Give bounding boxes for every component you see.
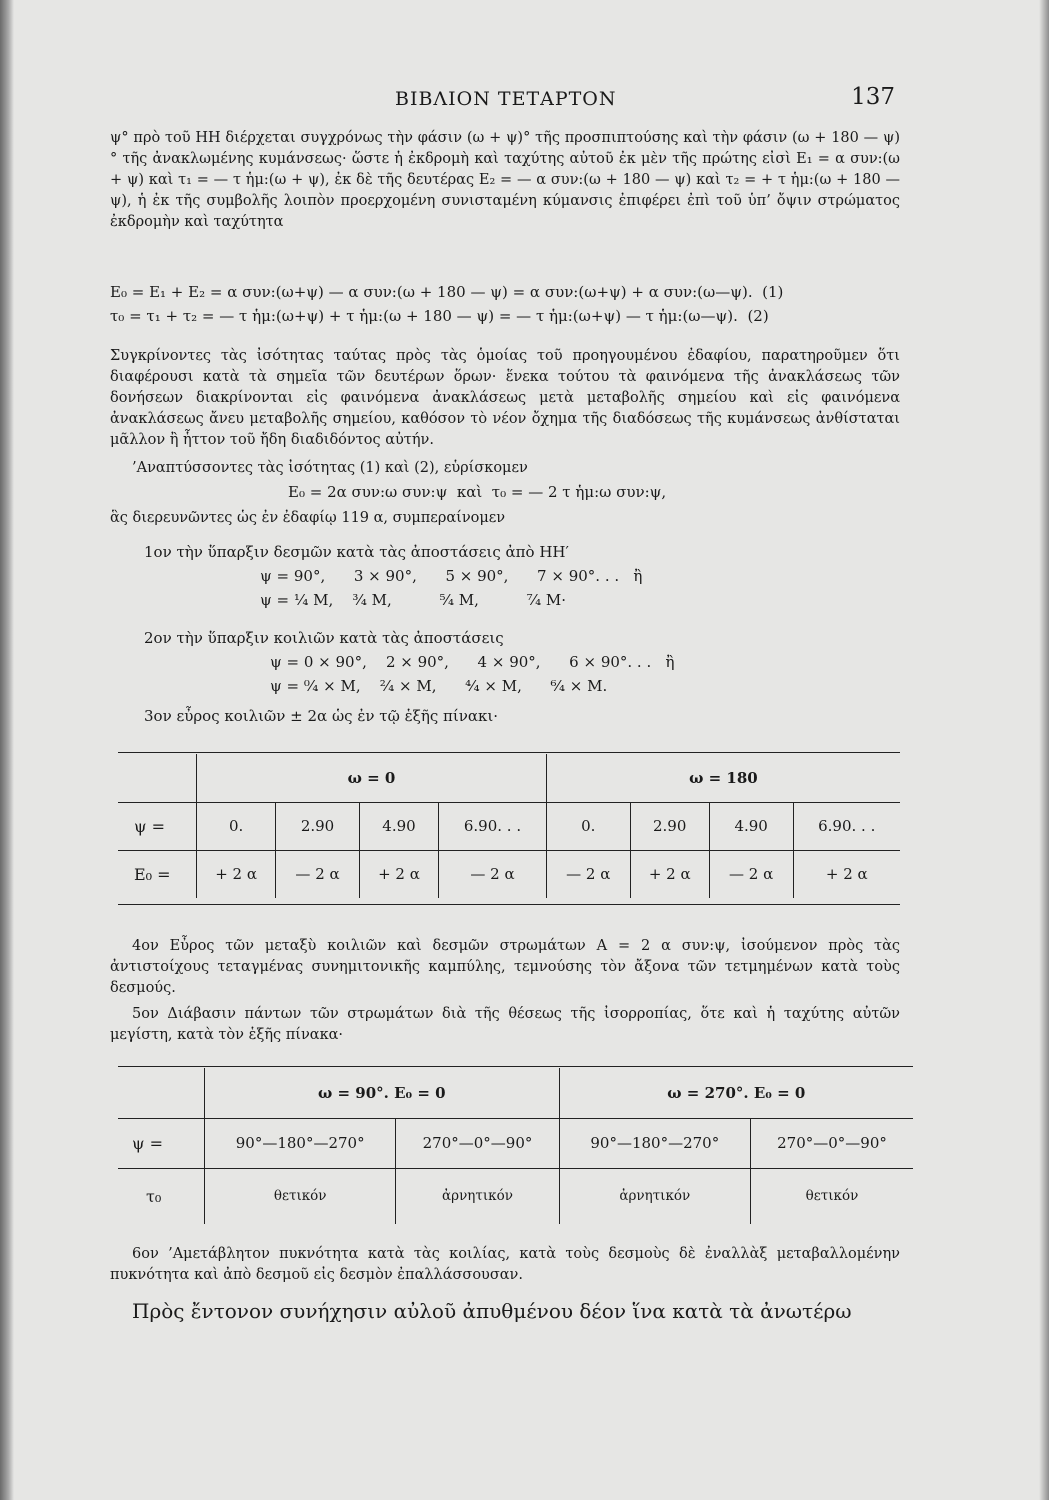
- table-2-psi-label: ψ =: [118, 1118, 205, 1168]
- equation-2-text: τ₀ = τ₁ + τ₂ = — τ ἡμ:(ω+ψ) + τ ἡμ:(ω + 180 — ψ) = — τ ἡμ:(ω+ψ) — τ ἡμ:(ω—ψ). (2): [110, 307, 769, 325]
- table-1-corner: [118, 754, 197, 802]
- table-1-cell: 2.90: [276, 802, 360, 850]
- table-1-top-rule: [118, 752, 900, 753]
- table-2-t-label: τ₀: [118, 1168, 205, 1224]
- equation-1-text: E₀ = E₁ + E₂ = α συν:(ω+ψ) — α συν:(ω + 180 — ψ) = α συν:(ω+ψ) + α συν:(ω—ψ). (1): [110, 283, 784, 301]
- table-1-bottom-rule: [118, 904, 900, 905]
- table-1-psi-row: [118, 802, 900, 850]
- table-1-header-row: [118, 754, 900, 802]
- table-2-cell: 90°—180°—270°: [559, 1118, 750, 1168]
- table-2: [118, 1068, 913, 1224]
- table-1-cell: + 2 α: [793, 850, 900, 898]
- table-2-cell: 270°—0°—90°: [750, 1118, 913, 1168]
- table-2-group-b: ω = 270°. E₀ = 0: [559, 1068, 913, 1118]
- conclusion-4-text: 4ον Εὖρος τῶν μεταξὺ κοιλιῶν καὶ δεσμῶν στρωμάτων A = 2 α συν:ψ, ἰσούμενον πρὸς τὰς ἀντιστοίχους τεταγμένας συνημιτονικῆς καμπύλης, τεμνούσης τὸν ἄξονα τῶν τετμημένων κατὰ τοὺς δεσμούς.: [110, 938, 900, 996]
- page-edge-shadow: [1039, 0, 1049, 1500]
- equation-3-text: E₀ = 2α συν:ω συν:ψ καὶ τ₀ = — 2 τ ἡμ:ω συν:ψ,: [288, 483, 667, 501]
- table-1-cell: + 2 α: [197, 850, 276, 898]
- paragraph-4: [110, 508, 900, 529]
- table-1-group-a: ω = 0: [197, 754, 547, 802]
- conclusion-5-text: 5ον Διάβασιν πάντων τῶν στρωμάτων διὰ τῆς θέσεως τῆς ἰσορροπίας, ὅτε καὶ ἡ ταχύτης αὐτῶν μεγίστη, κατὰ τὸν ἑξῆς πίνακα·: [110, 1006, 900, 1043]
- paragraph-3-text: ’Αναπτύσσοντες τὰς ἰσότητας (1) καὶ (2), εὑρίσκομεν: [132, 460, 528, 476]
- conclusion-1-text: 1ον τὴν ὕπαρξιν δεσμῶν κατὰ τὰς ἀποστάσεις ἀπὸ ΗΗ′: [144, 543, 569, 561]
- conclusion-2-values-a: ψ = 0 × 90°, 2 × 90°, 4 × 90°, 6 × 90°. . . ἢ: [270, 653, 675, 671]
- conclusion-1-values-a: ψ = 90°, 3 × 90°, 5 × 90°, 7 × 90°. . . ἢ: [260, 567, 643, 585]
- table-2-cell: 90°—180°—270°: [205, 1118, 396, 1168]
- table-1-cell: 4.90: [709, 802, 793, 850]
- conclusion-4: [110, 936, 900, 999]
- conclusion-2-text: 2ον τὴν ὕπαρξιν κοιλιῶν κατὰ τὰς ἀποστάσεις: [144, 629, 504, 647]
- conclusion-6: [110, 1244, 900, 1286]
- paragraph-4-text: ἃς διερευνῶντες ὡς ἐν ἐδαφίῳ 119 α, συμπεραίνομεν: [110, 510, 506, 526]
- conclusion-3-text: 3ον εὖρος κοιλιῶν ± 2α ὡς ἐν τῷ ἑξῆς πίνακι·: [144, 707, 499, 725]
- table-2-cell: 270°—0°—90°: [396, 1118, 559, 1168]
- table-1-e-row: [118, 850, 900, 898]
- table-2-cell: θετικόν: [205, 1168, 396, 1224]
- table-1: [118, 754, 900, 898]
- table-1-group-b: ω = 180: [546, 754, 900, 802]
- table-1-cell: 6.90. . .: [439, 802, 547, 850]
- table-2-group-a: ω = 90°. E₀ = 0: [205, 1068, 560, 1118]
- running-head: ΒΙΒΛΙΟΝ ΤΕΤΑΡΤΟΝ: [395, 88, 617, 110]
- table-1-cell: 0.: [546, 802, 630, 850]
- paragraph-1: [110, 128, 900, 233]
- table-1-cell: — 2 α: [546, 850, 630, 898]
- conclusion-2-values-b: ψ = ⁰⁄₄ × M, ²⁄₄ × M, ⁴⁄₄ × M, ⁶⁄₄ × M.: [270, 677, 608, 695]
- table-1-psi-label: ψ =: [118, 802, 197, 850]
- table-1-cell: 6.90. . .: [793, 802, 900, 850]
- table-2-header-row: [118, 1068, 913, 1118]
- paragraph-2: [110, 346, 900, 451]
- closing-line-text: Πρὸς ἔντονον συνήχησιν αὐλοῦ ἀπυθμένου δέον ἵνα κατὰ τὰ ἀνωτέρω: [132, 1299, 852, 1323]
- page-number: 137: [851, 84, 895, 110]
- table-2-cell: θετικόν: [750, 1168, 913, 1224]
- table-2-top-rule: [118, 1066, 913, 1067]
- table-2-psi-row: [118, 1118, 913, 1168]
- table-1-e-label: E₀ =: [118, 850, 197, 898]
- table-2-cell: ἀρνητικόν: [559, 1168, 750, 1224]
- conclusion-1-values-b: ψ = ¹⁄₄ M, ³⁄₄ M, ⁵⁄₄ M, ⁷⁄₄ M·: [260, 591, 567, 609]
- paragraph-1-text: ψ° πρὸ τοῦ ΗΗ διέρχεται συγχρόνως τὴν φάσιν (ω + ψ)° τῆς προσπιπτούσης καὶ τὴν φάσιν (ω + 180 — ψ)° τῆς ἀνακλωμένης κυμάνσεως· ὥστε ἡ ἐκδρομὴ καὶ ταχύτης αὐτοῦ ἐκ μὲν τῆς πρώτης εἰσὶ E₁ = α συν:(ω + ψ) καὶ τ₁ = — τ ἡμ:(ω + ψ), ἐκ δὲ τῆς δευτέρας E₂ = — α συν:(ω + 180 — ψ) καὶ τ₂ = + τ ἡμ:(ω + 180 — ψ), ἡ ἐκ τῆς συμβολῆς λοιπὸν προερχομένη συνισταμένη κύμανσις ἐπιφέρει ἐπὶ τοῦ ὑπ’ ὄψιν στρώματος ἐκδρομὴν καὶ ταχύτητα: [110, 130, 900, 230]
- table-1-cell: — 2 α: [709, 850, 793, 898]
- table-1-cell: 2.90: [630, 802, 709, 850]
- paragraph-2-text: Συγκρίνοντες τὰς ἰσότητας ταύτας πρὸς τὰς ὁμοίας τοῦ προηγουμένου ἐδαφίου, παρατηροῦμεν ὅτι διαφέρουσι κατὰ τὰ σημεῖα τῶν δευτέρων ὅρων· ἕνεκα τούτου τὰ φαινόμενα τῆς ἀνακλάσεως τῶν δονήσεων διακρίνονται εἰς φαινόμενα ἀνακλάσεως μετὰ μεταβολῆς σημείου καὶ εἰς φαινόμενα ἀνακλάσεως ἄνευ μεταβολῆς σημείου, καθόσον τὸ νέον ὄχημα τῆς διαδόσεως τῆς κυμάνσεως ἀνθίσταται μᾶλλον ἢ ἧττον τοῦ ἤδη διαδιδόντος αὐτήν.: [110, 348, 900, 448]
- table-1-cell: + 2 α: [630, 850, 709, 898]
- table-2-t-row: [118, 1168, 913, 1224]
- table-1-cell: — 2 α: [439, 850, 547, 898]
- table-1-cell: + 2 α: [359, 850, 438, 898]
- table-1-cell: 4.90: [359, 802, 438, 850]
- table-2-corner: [118, 1068, 205, 1118]
- conclusion-5: [110, 1004, 900, 1046]
- closing-line: [132, 1298, 902, 1324]
- table-1-cell: — 2 α: [276, 850, 360, 898]
- table-2-cell: ἀρνητικόν: [396, 1168, 559, 1224]
- page-header: [395, 84, 895, 118]
- table-1-cell: 0.: [197, 802, 276, 850]
- conclusion-6-text: 6ον ’Αμετάβλητον πυκνότητα κατὰ τὰς κοιλίας, κατὰ τοὺς δεσμοὺς δὲ ἐναλλὰξ μεταβαλλομένην πυκνότητα καὶ ἀπὸ δεσμοῦ εἰς δεσμὸν ἐπαλλάσσουσαν.: [110, 1246, 900, 1283]
- paragraph-3: [110, 458, 900, 479]
- page-binding-shadow: [0, 0, 14, 1500]
